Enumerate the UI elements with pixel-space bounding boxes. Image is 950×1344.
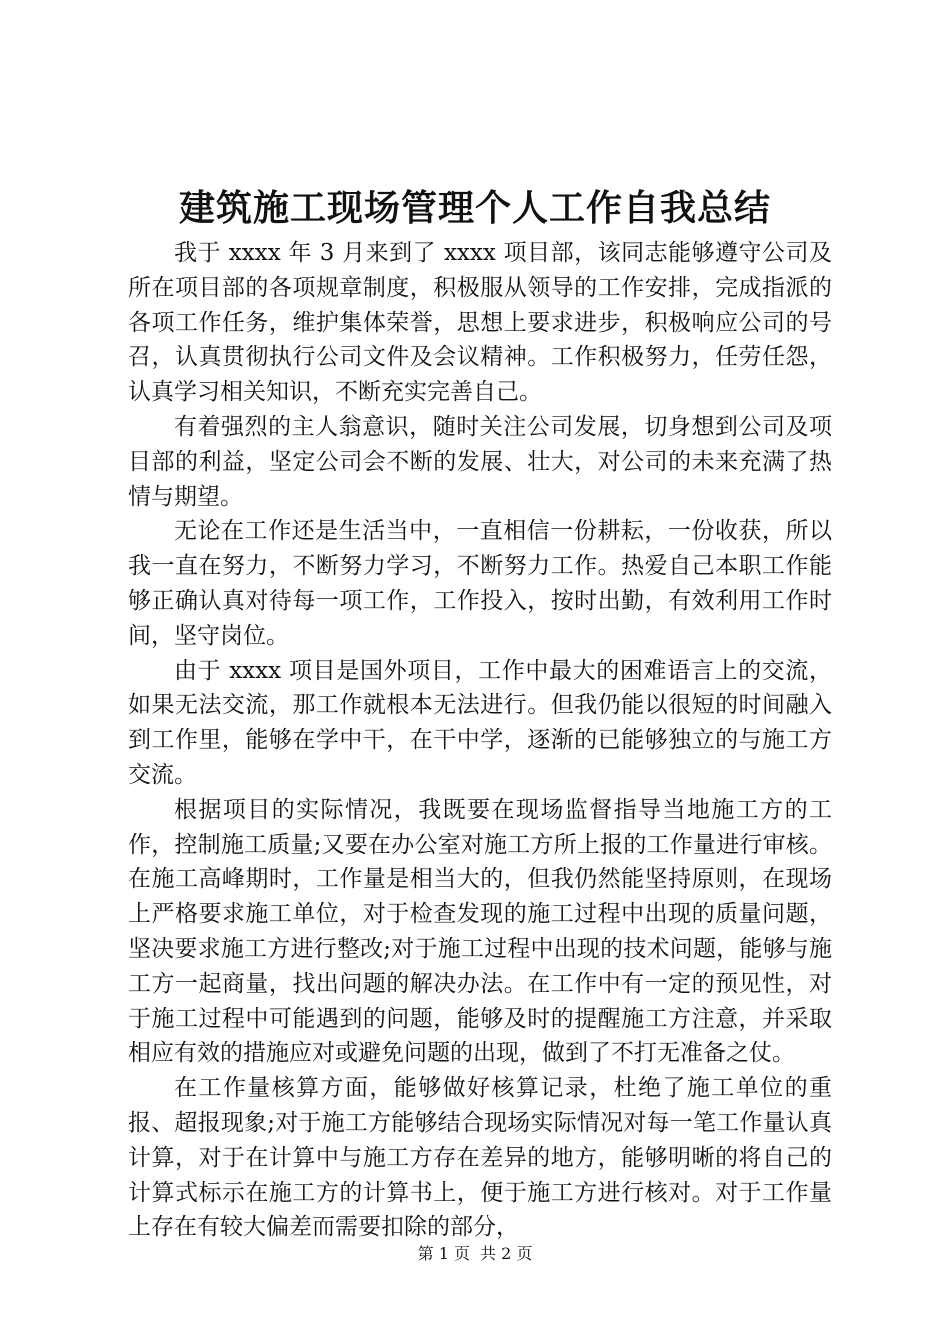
paragraph-4: 由于 xxxx 项目是国外项目，工作中最大的困难语言上的交流，如果无法交流，那工作就根本无法进行。但我仍能以很短的时间融入到工作里，能够在学中干，在干中学，逐渐的已能够独立的与施工方交流。	[128, 657, 832, 788]
page-footer	[0, 1243, 950, 1265]
paragraph-2: 有着强烈的主人翁意识，随时关注公司发展，切身想到公司及项目部的利益，坚定公司会不断的发展、壮大，对公司的未来充满了热情与期望。	[128, 413, 832, 510]
paragraph-5: 根据项目的实际情况，我既要在现场监督指导当地施工方的工作，控制施工质量;又要在办公室对施工方所上报的工作量进行审核。在施工高峰期时，工作量是相当大的，但我仍然能坚持原则，在现场上严格要求施工单位，对于检查发现的施工过程中出现的质量问题，坚决要求施工方进行整改;对于施工过程中出现的技术问题，能够与施工方一起商量，找出问题的解决办法。在工作中有一定的预见性，对于施工过程中可能遇到的问题，能够及时的提醒施工方注意，并采取相应有效的措施应对或避免问题的出现，做到了不打无准备之仗。	[128, 796, 832, 1067]
paragraph-3: 无论在工作还是生活当中，一直相信一份耕耘，一份收获，所以我一直在努力，不断努力学习，不断努力工作。热爱自己本职工作能够正确认真对待每一项工作，工作投入，按时出勤，有效利用工作时间，坚守岗位。	[128, 518, 832, 649]
paragraph-1: 我于 xxxx 年 3 月来到了 xxxx 项目部，该同志能够遵守公司及所在项目部的各项规章制度，积极服从领导的工作安排，完成指派的各项工作任务，维护集体荣誉，思想上要求进步，积极响应公司的号召，认真贯彻执行公司文件及会议精神。工作积极努力，任劳任怨，认真学习相关知识，不断充实完善自己。	[128, 240, 832, 406]
page-number: 第 1 页	[417, 1244, 470, 1263]
paragraph-6: 在工作量核算方面，能够做好核算记录，杜绝了施工单位的重报、超报现象;对于施工方能够结合现场实际情况对每一笔工作量认真计算，对于在计算中与施工方存在差异的地方，能够明晰的将自己的计算式标示在施工方的计算书上，便于施工方进行核对。对于工作量上存在有较大偏差而需要扣除的部分，	[128, 1075, 832, 1241]
page-total: 共 2 页	[480, 1244, 533, 1263]
document-title: 建筑施工现场管理个人工作自我总结	[178, 187, 771, 229]
document-body	[128, 236, 832, 1245]
